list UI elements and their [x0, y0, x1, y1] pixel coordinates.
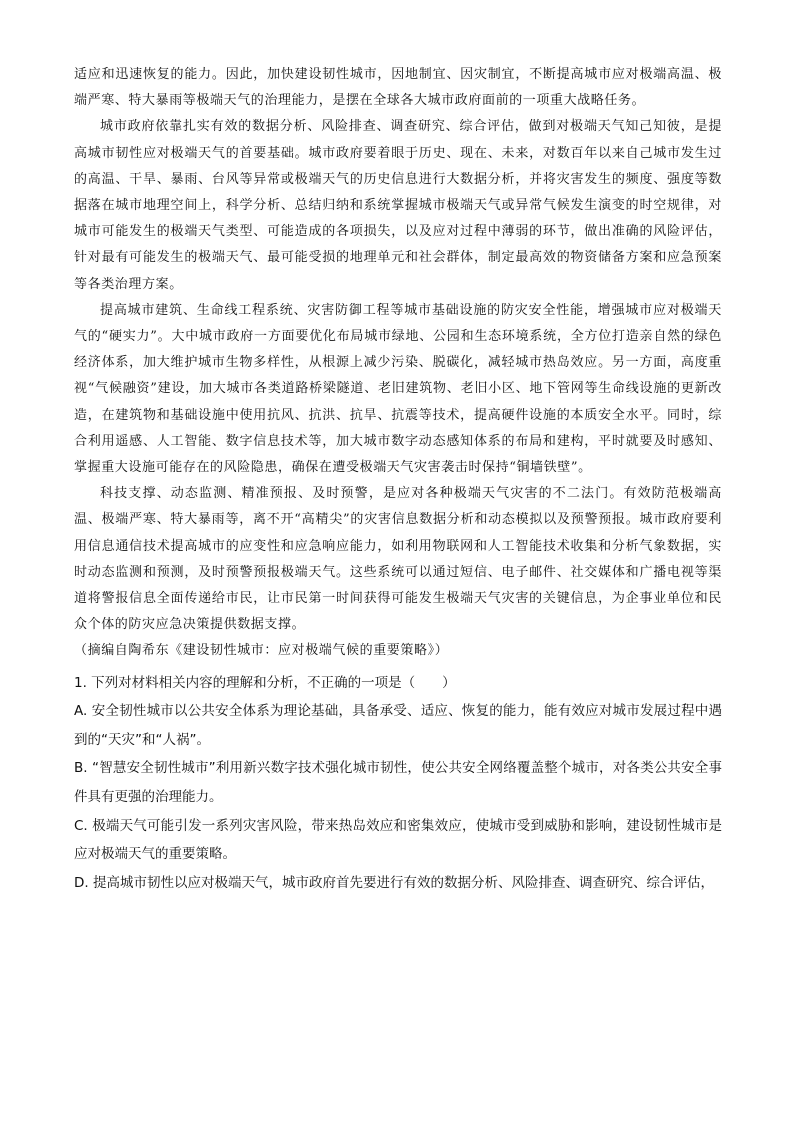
passage-source-citation: （摘编自陶希东《建设韧性城市：应对极端气候的重要策略》）	[74, 643, 449, 659]
passage-paragraph-technology: 科技支撑、动态监测、精准预报、及时预警，是应对各种极端天气灾害的不二法门。有效防范极端高温、极端严寒、特大暴雨等，离不开“高精尖”的灾害信息数据分析和动态模拟以及预警预报。城市政府要利用信息通信技术提高城市的应变性和应急响应能力，如利用物联网和人工智能技术收集和分析气象数据，实时动态监测和预测，及时预警预报极端天气。这些系统可以通过短信、电子邮件、社交媒体和广播电视等渠道将警报信息全面传递给市民，让市民第一时间获得可能发生极端天气灾害的关键信息，为企事业单位和民众个体的防灾应急决策提供数据支撑。	[74, 486, 722, 633]
passage-paragraph-continued: 适应和迅速恢复的能力。因此，加快建设韧性城市，因地制宜、因灾制宜，不断提高城市应对极端高温、极端严寒、特大暴雨等极端天气的治理能力，是摆在全球各大城市政府面前的一项重大战略任务。	[74, 67, 722, 109]
option-b: B. “智慧安全韧性城市”利用新兴数字技术强化城市韧性，使公共安全网络覆盖整个城市，对各类公共安全事件具有更强的治理能力。	[74, 760, 722, 806]
passage-paragraph-infrastructure: 提高城市建筑、生命线工程系统、灾害防御工程等城市基础设施的防灾安全性能，增强城市应对极端天气的“硬实力”。大中城市政府一方面要优化布局城市绿地、公园和生态环境系统，全方位打造亲自然的绿色经济体系，加大维护城市生物多样性，从根源上减少污染、脱碳化，减轻城市热岛效应。另一方面，高度重视“气候融资”建设，加大城市各类道路桥梁隧道、老旧建筑物、老旧小区、地下管网等生命线设施的更新改造，在建筑物和基础设施中使用抗风、抗洪、抗旱、抗震等技术，提高硬件设施的本质安全水平。同时，综合利用遥感、人工智能、数字信息技术等，加大城市数字动态感知体系的布局和建构，平时就要及时感知、掌握重大设施可能存在的风险隐患，确保在遭受极端天气灾害袭击时保持“铜墙铁壁”。	[74, 302, 722, 476]
reading-passage	[74, 62, 722, 665]
question-1	[74, 669, 722, 898]
passage-paragraph-data-analysis: 城市政府依靠扎实有效的数据分析、风险排查、调查研究、综合评估，做到对极端天气知己知彼，是提高城市韧性应对极端天气的首要基础。城市政府要着眼于历史、现在、未来，对数百年以来自己城市发生过的高温、干旱、暴雨、台风等异常或极端天气的历史信息进行大数据分析，并将灾害发生的频度、强度等数据落在城市地理空间上，科学分析、总结归纳和系统掌握城市极端天气或异常气候发生演变的时空规律，对城市可能发生的极端天气类型、可能造成的各项损失，以及应对过程中薄弱的环节，做出准确的风险评估，针对最有可能发生的极端天气、最可能受损的地理单元和社会群体，制定最高效的物资储备方案和应急预案等各类治理方案。	[74, 119, 722, 292]
option-c: C. 极端天气可能引发一系列灾害风险，带来热岛效应和密集效应，使城市受到威胁和影响，建设韧性城市是应对极端天气的重要策略。	[74, 817, 722, 863]
document-page	[74, 62, 722, 897]
option-d: D. 提高城市韧性以应对极端天气，城市政府首先要进行有效的数据分析、风险排查、调查研究、综合评估，	[74, 874, 714, 891]
question-stem: 1. 下列对材料相关内容的理解和分析，不正确的一项是（ ）	[74, 674, 456, 691]
option-a: A. 安全韧性城市以公共安全体系为理论基础，具备承受、适应、恢复的能力，能有效应对城市发展过程中遇到的“天灾”和“人祸”。	[74, 703, 722, 748]
